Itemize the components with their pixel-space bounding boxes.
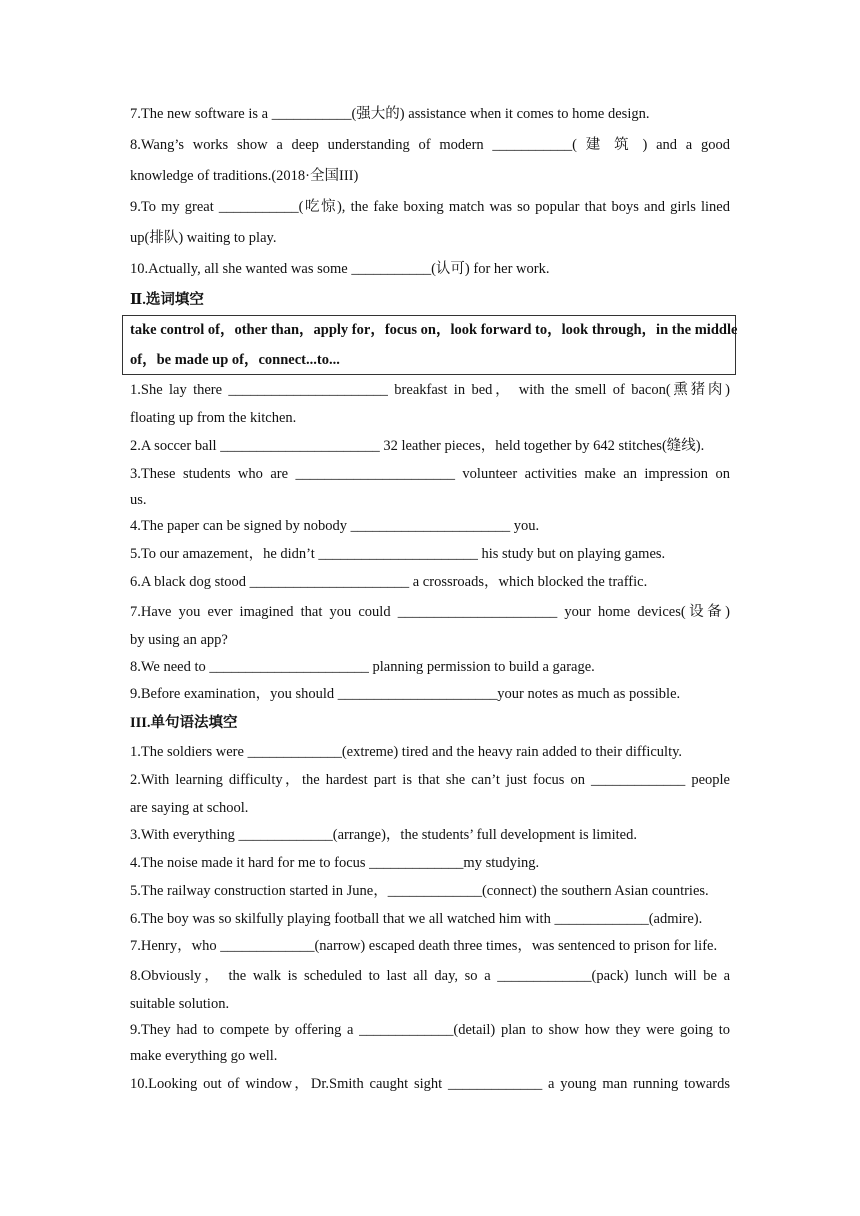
s3-question-2-line1: 2.With learning difficulty，the hardest part is that she can’t just focus on _____________ people [130,772,730,788]
word-bank-line2: of，be made up of，connect...to... [130,352,340,368]
s1-question-8-line1: 8.Wang’s works show a deep understanding of modern ___________( 建 筑 ) and a good [130,137,730,153]
s2-question-5: 5.To our amazement，he didn’t ______________________ his study but on playing games. [130,546,666,562]
s2-question-7-line2: by using an app? [130,632,228,648]
s2-question-1-line1: 1.She lay there ______________________ breakfast in bed， with the smell of bacon(熏猪肉) [130,382,730,398]
s2-question-9: 9.Before examination，you should ______________________your notes as much as possible. [130,686,681,702]
s3-question-1: 1.The soldiers were _____________(extreme) tired and the heavy rain added to their difficulty. [130,744,683,760]
s1-question-8-line2: knowledge of traditions.(2018·全国III) [130,168,359,184]
s1-question-10: 10.Actually, all she wanted was some ___________(认可) for her work. [130,261,550,277]
s2-question-7-line1: 7.Have you ever imagined that you could ______________________ your home devices(设备) [130,604,730,620]
s3-question-8-line2: suitable solution. [130,996,230,1012]
s1-question-9-line2: up(排队) waiting to play. [130,230,277,246]
s2-question-4: 4.The paper can be signed by nobody ______________________ you. [130,518,540,534]
s3-question-5: 5.The railway construction started in June，_____________(connect) the southern Asian countries. [130,883,709,899]
s2-question-3-line2: us. [130,492,147,508]
section2-heading: Ⅱ.选词填空 [130,292,204,308]
s3-question-3: 3.With everything _____________(arrange)，the students’ full development is limited. [130,827,637,843]
s1-question-9-line1: 9.To my great ___________(吃惊), the fake boxing match was so popular that boys and girls lined [130,199,730,215]
s3-question-6: 6.The boy was so skilfully playing football that we all watched him with _____________(admire). [130,911,703,927]
s2-question-1-line2: floating up from the kitchen. [130,410,297,426]
section3-heading: III.单句语法填空 [130,715,238,731]
s3-question-8-line1: 8.Obviously， the walk is scheduled to last all day, so a _____________(pack) lunch will be a [130,968,730,984]
s3-question-7: 7.Henry，who _____________(narrow) escaped death three times，was sentenced to prison for life. [130,938,718,954]
s3-question-10-line1: 10.Looking out of window，Dr.Smith caught sight _____________ a young man running towards [130,1076,730,1092]
s1-question-7: 7.The new software is a ___________(强大的) assistance when it comes to home design. [130,106,650,122]
s3-question-9-line1: 9.They had to compete by offering a _____________(detail) plan to show how they were going to [130,1022,730,1038]
s2-question-8: 8.We need to ______________________ planning permission to build a garage. [130,659,595,675]
s2-question-6: 6.A black dog stood ______________________ a crossroads，which blocked the traffic. [130,574,648,590]
s3-question-4: 4.The noise made it hard for me to focus _____________my studying. [130,855,540,871]
word-bank-line1: take control of，other than，apply for，focus on，look forward to，look through，in the middle [130,322,738,338]
s2-question-3-line1: 3.These students who are ______________________ volunteer activities make an impression on [130,466,730,482]
s3-question-2-line2: are saying at school. [130,800,249,816]
s3-question-9-line2: make everything go well. [130,1048,278,1064]
s2-question-2: 2.A soccer ball ______________________ 32 leather pieces，held together by 642 stitches(缝线). [130,438,705,454]
